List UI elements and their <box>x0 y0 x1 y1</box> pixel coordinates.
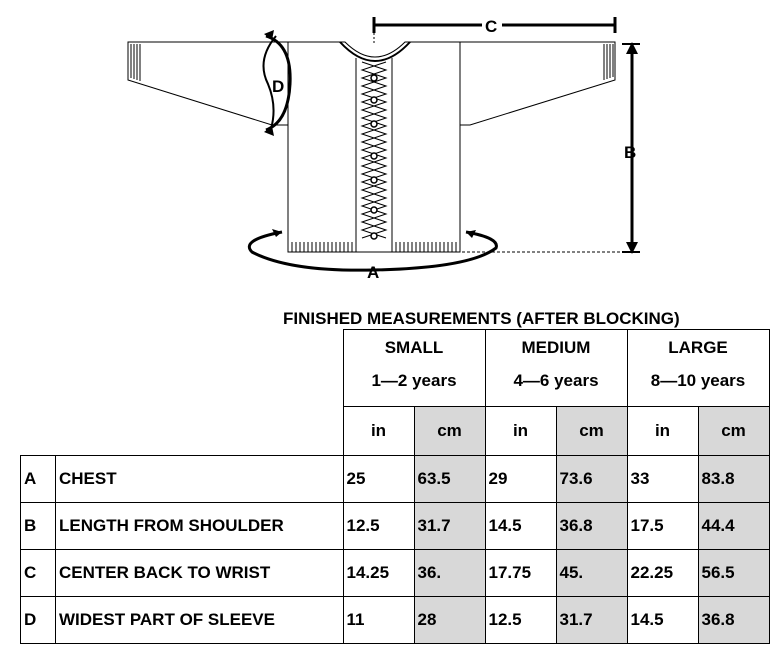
table-row <box>21 503 770 550</box>
unit-cell: cm <box>556 407 627 456</box>
value-cell: 14.25 <box>343 550 414 597</box>
table-title: FINISHED MEASUREMENTS (AFTER BLOCKING) <box>283 309 680 328</box>
size-medium: MEDIUM 4—6 years <box>485 330 627 407</box>
value-cell: 11 <box>343 597 414 644</box>
row-key: D <box>21 597 56 644</box>
size-large: LARGE 8—10 years <box>627 330 769 407</box>
value-cell: 45. <box>556 550 627 597</box>
label-b: B <box>624 143 637 162</box>
neckband <box>340 42 410 61</box>
label-d: D <box>272 77 285 96</box>
value-cell: 28 <box>414 597 485 644</box>
row-key: B <box>21 503 56 550</box>
label-c: C <box>485 17 498 36</box>
value-cell: 25 <box>343 456 414 503</box>
table-row <box>21 550 770 597</box>
value-cell: 36. <box>414 550 485 597</box>
value-cell: 14.5 <box>485 503 556 550</box>
value-cell: 12.5 <box>343 503 414 550</box>
table-row <box>21 597 770 644</box>
unit-cell: cm <box>698 407 769 456</box>
value-cell: 56.5 <box>698 550 769 597</box>
unit-cell: in <box>343 407 414 456</box>
table-row <box>21 456 770 503</box>
value-cell: 83.8 <box>698 456 769 503</box>
unit-cell: in <box>485 407 556 456</box>
unit-header-row <box>21 407 770 456</box>
value-cell: 17.5 <box>627 503 698 550</box>
value-cell: 33 <box>627 456 698 503</box>
row-label: CHEST <box>56 456 344 503</box>
value-cell: 14.5 <box>627 597 698 644</box>
unit-cell: in <box>627 407 698 456</box>
unit-cell: cm <box>414 407 485 456</box>
value-cell: 44.4 <box>698 503 769 550</box>
right-sleeve <box>460 42 615 125</box>
left-sleeve <box>128 42 288 125</box>
value-cell: 29 <box>485 456 556 503</box>
measurements-table <box>20 329 770 644</box>
value-cell: 36.8 <box>698 597 769 644</box>
row-label: WIDEST PART OF SLEEVE <box>56 597 344 644</box>
value-cell: 31.7 <box>414 503 485 550</box>
value-cell: 12.5 <box>485 597 556 644</box>
value-cell: 22.25 <box>627 550 698 597</box>
row-label: LENGTH FROM SHOULDER <box>56 503 344 550</box>
row-label: CENTER BACK TO WRIST <box>56 550 344 597</box>
sweater-schematic <box>0 0 770 300</box>
value-cell: 31.7 <box>556 597 627 644</box>
row-key: A <box>21 456 56 503</box>
size-header-row <box>21 330 770 407</box>
size-small: SMALL 1—2 years <box>343 330 485 407</box>
value-cell: 73.6 <box>556 456 627 503</box>
value-cell: 17.75 <box>485 550 556 597</box>
value-cell: 63.5 <box>414 456 485 503</box>
row-key: C <box>21 550 56 597</box>
label-a: A <box>367 263 380 282</box>
value-cell: 36.8 <box>556 503 627 550</box>
